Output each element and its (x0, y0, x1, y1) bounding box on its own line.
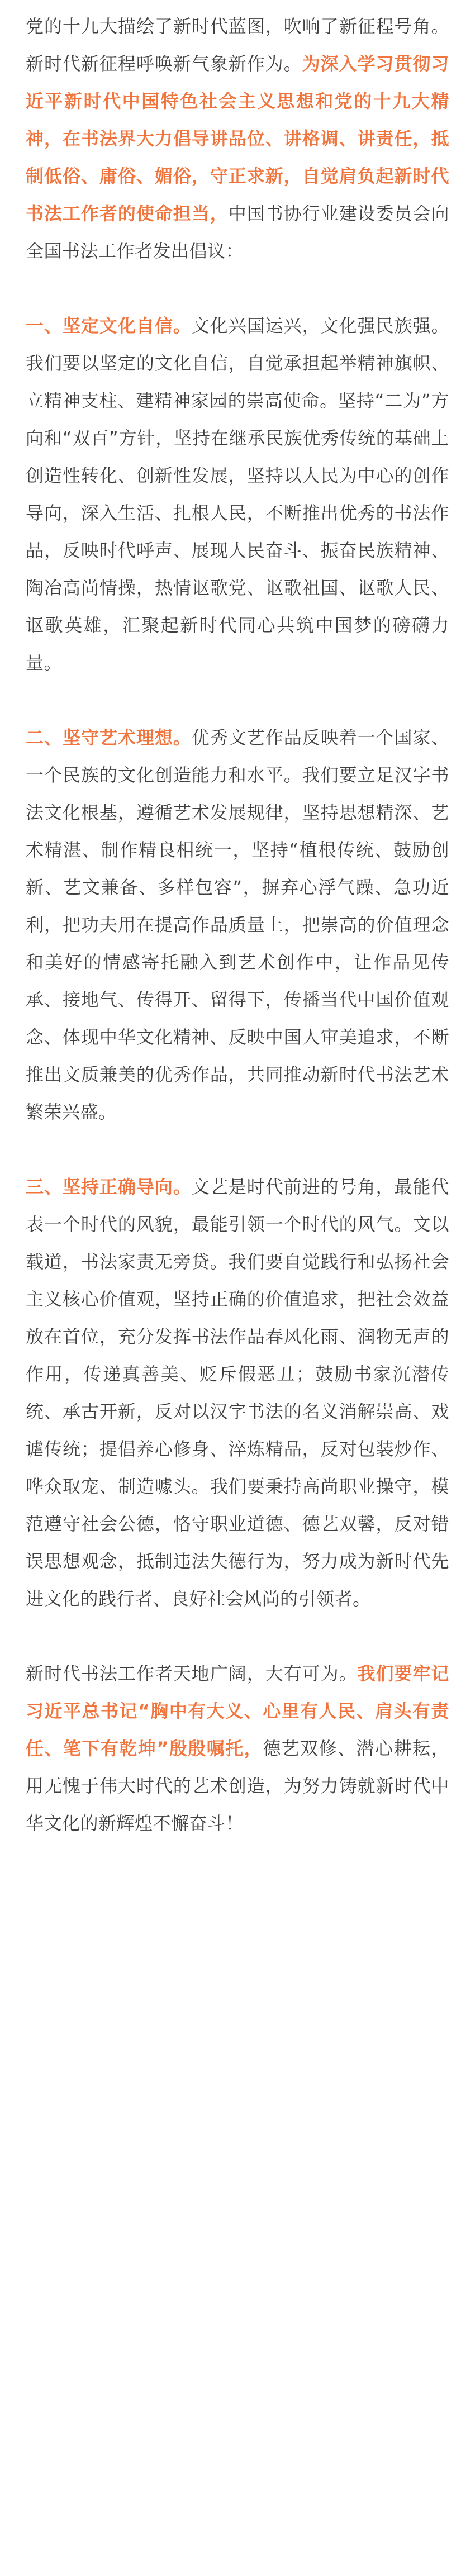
intro-highlight: 为深入学习贯彻习近平新时代中国特色社会主义思想和党的十九大精神，在书法界大力倡导讲品位、讲格调、讲责任，抵制低俗、庸俗、媚俗，守正求新，自觉肩负起新时代书法工作者的使命担当， (26, 53, 449, 224)
paragraph-spacer (26, 682, 449, 719)
closing-lead: 新时代书法工作者天地广阔，大有可为。 (26, 1663, 358, 1684)
section-body-1: 文化兴国运兴，文化强民族强。我们要以坚定的文化自信，自觉承担起举精神旗帜、立精神支柱、建精神家园的崇高使命。坚持“二为”方向和“双百”方针，坚持在继承民族优秀传统的基础上创造性转化、创新性发展，坚持以人民为中心的创作导向，深入生活、扎根人民，不断推出优秀的书法作品，反映时代呼声、展现人民奋斗、振奋民族精神、陶冶高尚情操，热情讴歌党、讴歌祖国、讴歌人民、讴歌英雄，汇聚起新时代同心共筑中国梦的磅礴力量。 (26, 315, 449, 673)
intro-paragraph (26, 8, 449, 270)
intro-tail: 中国书协行业建设委员会向全国书法工作者发出倡议： (26, 203, 449, 262)
section-paragraph-2 (26, 719, 449, 1131)
paragraph-spacer (26, 1618, 449, 1655)
paragraph-spacer (26, 270, 449, 307)
intro-lead: 党的十九大描绘了新时代蓝图，吹响了新征程号角。新时代新征程呼唤新气象新作为。 (26, 16, 449, 74)
section-paragraph-3 (26, 1168, 449, 1618)
section-heading-3: 三、坚持正确导向。 (26, 1176, 192, 1197)
section-paragraph-1 (26, 307, 449, 682)
section-body-3: 文艺是时代前进的号角，最能代表一个时代的风貌，最能引领一个时代的风气。文以载道，书法家责无旁贷。我们要自觉践行和弘扬社会主义核心价值观，坚持正确的价值追求，把社会效益放在首位，充分发挥书法作品春风化雨、润物无声的作用，传递真善美、贬斥假恶丑；鼓励书家沉潜传统、承古开新，反对以汉字书法的名义消解崇高、戏谑传统；提倡养心修身、淬炼精品，反对包装炒作、哗众取宠、制造噱头。我们要秉持高尚职业操守，模范遵守社会公德，恪守职业道德、德艺双馨，反对错误思想观念，抵制违法失德行为，努力成为新时代先进文化的践行者、良好社会风尚的引领者。 (26, 1176, 449, 1609)
paragraph-spacer (26, 1131, 449, 1168)
closing-highlight: 我们要牢记习近平总书记“胸中有大义、心里有人民、肩头有责任、笔下有乾坤”殷殷嘱托， (26, 1663, 449, 1759)
section-heading-2: 二、坚守艺术理想。 (26, 727, 192, 748)
section-heading-1: 一、坚定文化自信。 (26, 315, 192, 336)
closing-tail: 德艺双修、潜心耕耘，用无愧于伟大时代的艺术创造，为努力铸就新时代中华文化的新辉煌不懈奋斗！ (26, 1738, 449, 1834)
closing-paragraph (26, 1655, 449, 1842)
section-body-2: 优秀文艺作品反映着一个国家、一个民族的文化创造能力和水平。我们要立足汉字书法文化根基，遵循艺术发展规律，坚持思想精深、艺术精湛、制作精良相统一，坚持“植根传统、鼓励创新、艺文兼备、多样包容”，摒弃心浮气躁、急功近利，把功夫用在提高作品质量上，把崇高的价值理念和美好的情感寄托融入到艺术创作中，让作品见传承、接地气、传得开、留得下，传播当代中国价值观念、体现中华文化精神、反映中国人审美追求，不断推出文质兼美的优秀作品，共同推动新时代书法艺术繁荣兴盛。 (26, 727, 449, 1123)
